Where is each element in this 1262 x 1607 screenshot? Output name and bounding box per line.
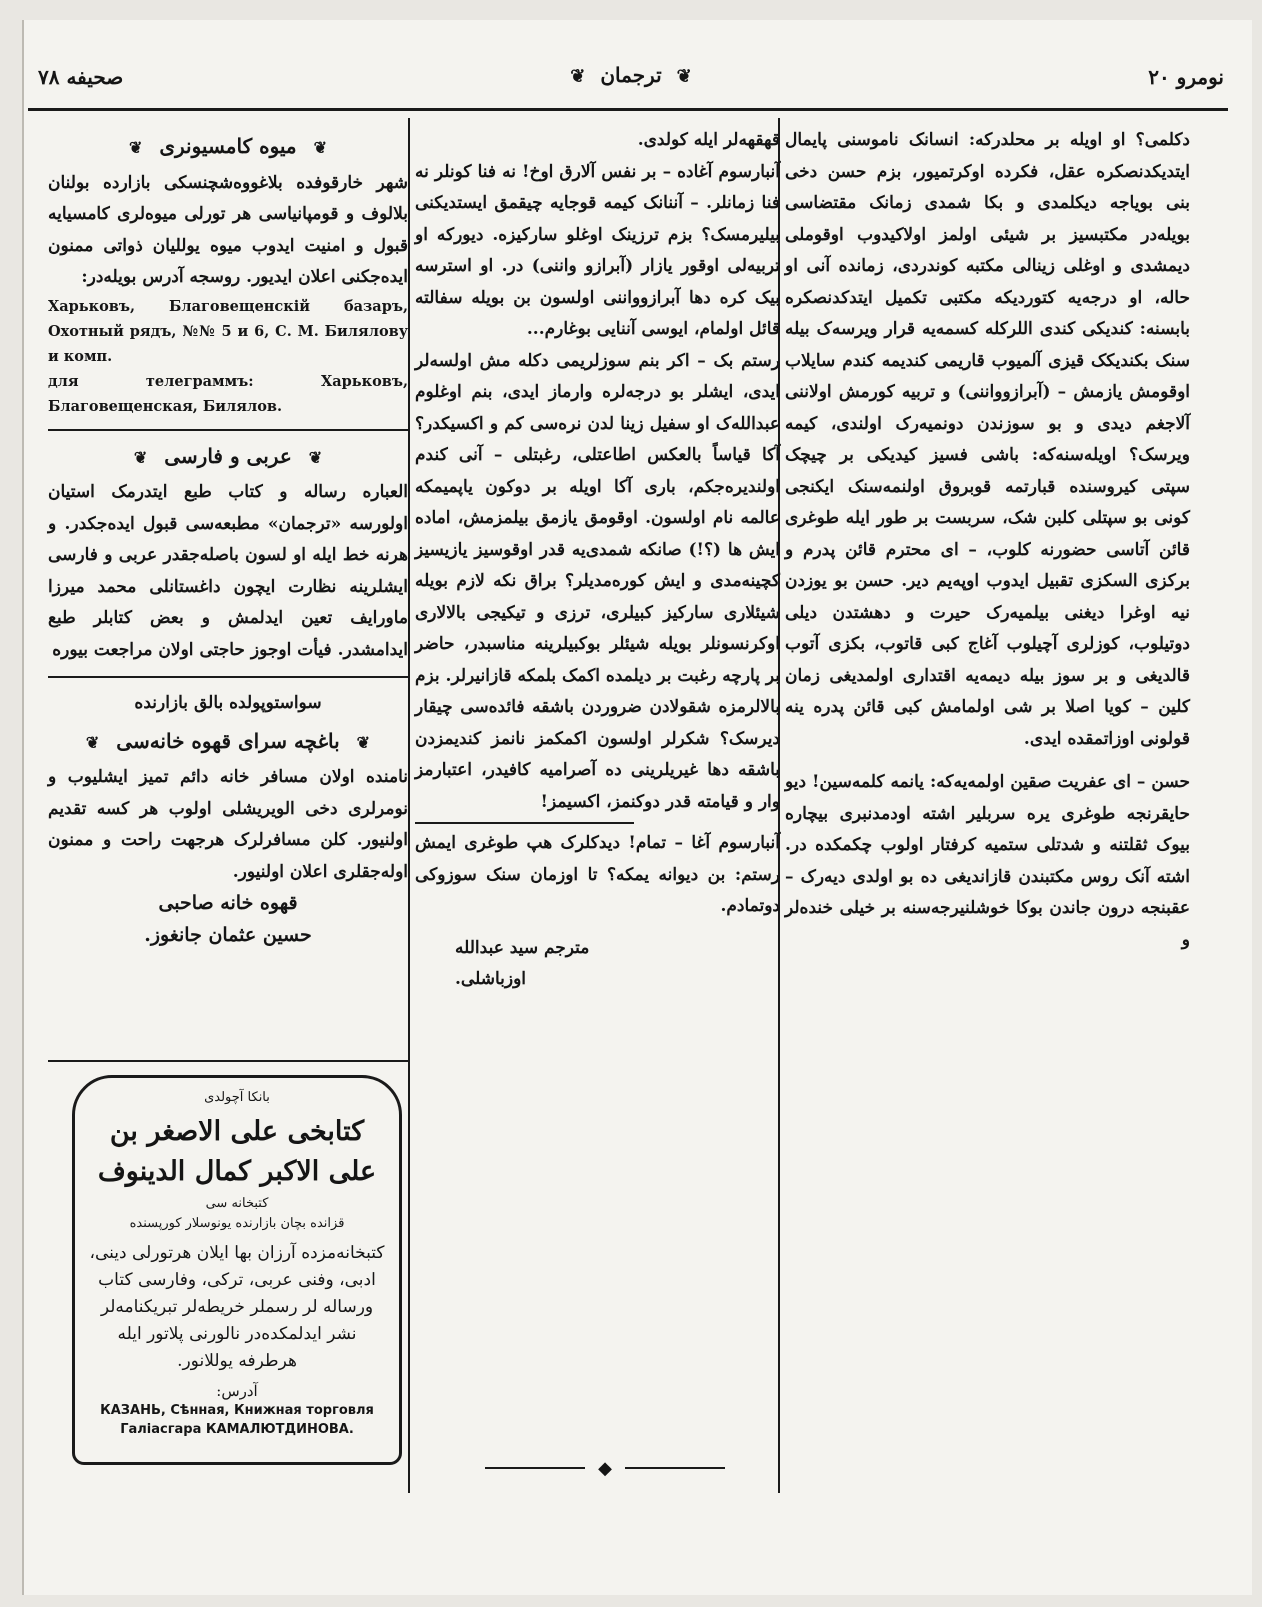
- ornament-icon: ❦: [356, 732, 371, 752]
- fruit-commission-ad: [48, 131, 408, 419]
- telegram-address: для телеграммъ: Харьковъ, Благовещенская, Билялов.: [48, 372, 408, 415]
- translator-name: مترجم سید عبدالله: [455, 937, 590, 958]
- article-paragraph: حسن – ای عفریت صقین اولمه‌یه‌که: یانمه کلمه‌سین! دیو حایقرنجه طوغری یره سربلیر اشته اودمدنبری بیچاره بیوک ثقلتنه و شدتلی ستمیه کرفتار اولوب چکمکده در. اشته آنک روس مکتبندن قازاندیغی ده بو اولدی دیه‌رک – عقبنجه درون جاندن بوکا خوشلنیرجه‌سنه بر خیلی خنده‌لر و: [785, 772, 1190, 950]
- right-column: [785, 125, 1190, 956]
- paper-name: ترجمان: [600, 63, 662, 87]
- ad-top-line: بانکا آچولدی: [204, 1090, 270, 1105]
- store-location: قزانده بچان بازارنده یونوسلار کورپسنده: [129, 1216, 345, 1231]
- address-label: آدرس:: [216, 1382, 258, 1400]
- article-paragraph: آنبارسوم آغاده – بر نفس آلارق اوخ! نه فنا کونلر نه فنا زمانلر. – آننانک کیمه قوجایه چیقمق ایستدیکنی بیلیرمسک؟ بزم ترزینک اوغلو سارکیزه. دیورکه او تربیه‌لی اوقور یازار (آبرازو واننی) در. او استرسه بیک کره دها آبرازوواننی اولسون بن بویله سفالته قائل اولمام، ایوسی آننایی بوغارم...: [415, 161, 780, 339]
- ad-separator: [48, 676, 408, 678]
- translator-signature: [415, 933, 780, 996]
- end-rule: [485, 1467, 585, 1469]
- russian-address: Харьковъ, Благовещенскій базаръ, Охотный рядъ, №№ 5 и 6, С. М. Билялову и комп.: [48, 297, 408, 365]
- ornament-icon: ❦: [676, 66, 692, 87]
- ad-text: شهر خارقوفده بلاغوو‌ه‌شچنسکی بازارده بولنان بلالوف و قومپانیاسی هر تورلی میوه‌لری کامسیایه قبول و امنیت ایدوب میوه یوللیان ذواتی ممنون ایده‌جکنی اعلان ایدیور. روسجه آدرس بویله‌در:: [48, 172, 408, 287]
- store-label: کتبخانه سی: [205, 1196, 269, 1211]
- column-divider: [408, 118, 410, 1493]
- article-paragraph: قهقهه‌لر ایله کولدی.: [637, 130, 780, 150]
- article-paragraph: آنبارسوم آغا – تمام! دیدکلرک هپ طوغری ایمش رستم: بن دیوانه یمکه؟ تا اوزمان سنک سوزوکی دوتمادم.: [415, 833, 780, 916]
- address-line: Галіасгара КАМАЛЮТДИНОВА.: [120, 1422, 354, 1437]
- ad-title: ❦ عربی و فارسی ❦: [133, 443, 323, 468]
- ad-separator: [48, 1060, 408, 1062]
- middle-column: [415, 125, 780, 996]
- end-rule: [625, 1467, 725, 1469]
- owner-title: قهوه خانه صاحبی: [158, 892, 298, 914]
- paper-title: [28, 63, 1234, 87]
- ad-title: ❦ میوه کامسیونری ❦: [128, 134, 328, 158]
- page-number: صحیفه ٧٨: [38, 65, 124, 89]
- ad-text: العباره رساله و کتاب طبع ایتدرمک استیان اولورسه «ترجمان» مطبعه‌سی قبول ایده‌جکدر. و هرنه خط ایله او لسون باصله‌جقدر عربی و فارسی ایشلرینه نظارت ایچون داغستانلی محمد میرزا ماورایف تعین ایدلمش و بعض کتابلر طبع ایدامشدر. فیأت اوجوز حاجتی اولان مراجعت بیوره: [48, 482, 408, 660]
- ad-title: ❦ باغچه سرای قهوه خانه‌سی ❦: [85, 728, 371, 753]
- coffee-house-ad: [48, 688, 408, 951]
- article-paragraph: دکلمی؟ او اویله بر محلدرکه: انسانک ناموسنی پایمال ایتدیکدنصکره عقل، فکرده اوکرتمیور، بزم حسن دخی بنی بویاجه دیکلمدی و بکا شمدی زمانک مقتضاسی بویله‌در مکتبسیز بر شیئی اولمز اولاکیدوب اوقوملی دیمشدی و اوغلی زینالی مکتبه کوندردی، زمانده آنی او حاله، او درجه‌یه کتوردیکه مکتبی تکمیل ایتدکدنصکره بابسنه: کندیکی کندی اللرکله کسمه‌یه قرار ویرسه‌ک بیله سنک بکندیکک قیزی آلمیوب قاریمی کندیمه کندم سایلاب اوقومش یازمش – (آبرازوواننی) و تربیه کورمش اولاننی آلاجغم دیدی و بو سوزندن دونمیه‌رک اولندی، کیمه ویرسک؟ اویله‌سنه‌که: باشی فسیز کیدیکی بر چیچک سپتی کیروسنده قبارتمه قوبروق اولنمه‌سنک ایکنجی کونی بو سپتلی کلبن شک، سربست بر طور ایله طوغری قائن آتاسی حضورنه کلوب، – ای محترم قائن پدرم و برکزی السکزی تقبیل ایدوب اوپه‌یم دیر. حسن بو یوزدن نیه اوغرا دیغنی بیلمیه‌رک حیرت و دهشتدن دیلی دوتیلوب، کوزلری آچیلوب آغاج کبی قاتوب، بکزی آتوب قالدیغی و بر سوز بیله دیمه‌یه اقتداری اولمدیغی زمان کلین – کویا اصلا بر شی اولمامش کبی قائن پدره ینه قولونی اوزاتمقده ایدی.: [785, 130, 1191, 749]
- calligraphy-title: کتابخی علی الاصغر بن علی الاکبر کمال الدینوف: [97, 1116, 377, 1187]
- header-rule: [28, 108, 1228, 111]
- ad-separator: [48, 429, 408, 431]
- dialogue-rule: [415, 822, 634, 824]
- issue-number: نومرو ٢٠: [1148, 65, 1224, 89]
- diamond-icon: ◆: [598, 1458, 612, 1479]
- left-column: [48, 125, 408, 951]
- address-line: КАЗАНЬ, Сѣнная, Книжная торговля: [100, 1403, 374, 1418]
- arabic-persian-ad: [48, 441, 408, 667]
- ornament-icon: ❦: [308, 447, 323, 467]
- translator-place: اوزباشلی.: [455, 969, 527, 989]
- ornament-icon: ❦: [133, 447, 148, 467]
- ad-text: نامنده اولان مسافر خانه دائم تمیز ایشلیوب و نومرلری دخی الویریشلی اولوب هر کسه تقدیم اولنیور. کلن مسافرلرک هرجهت راحت و ممنون اوله‌جقلری اعلان اولنیور.: [48, 767, 408, 882]
- ornament-icon: ❦: [85, 732, 100, 752]
- page-header: [28, 55, 1234, 100]
- ad-body: کتبخانه‌مزده آرزان بها ایلان هرتورلی دینی، ادبی، وفنی عربی، ترکی، وفارسی کتاب ورساله لر رسملر خریطه‌لر تبریکنامه‌لر نشر ایدلمکده‌در نالورنی پلاتور ایله هرطرفه یوللانور.: [89, 1243, 385, 1371]
- article-paragraph: رستم بک – اکر بنم سوزلریمی دکله مش اولسه‌لر ایدی، ایشلر بو درجه‌لره وارماز ایدی، بنم اوغلوم عبدالله‌ک او سفیل زینا لدن نره‌سی کم و اکسیکدر؟ آکا قیاساً بالعکس اطاعتلی، رغبتلی – آنی کندم اولندیره‌جکم، باری آکا اویله بر دوکون یاپمیمکه عالمه نام اولسون. اوقومق یازمق بیلمزمش، اماده ایش ها (؟!) صانکه شمدی‌یه قدر اوقوسیز یازیسیز کچینه‌مدی و ایش کوره‌مدیلر؟ براق نکه لازم بویله شیئلاری سارکیز کبیلری، ترزی و تیکیجی بالالاری اوکرنسونلر بویله شیئلر بوکبیلرینه مناسبدر، حاضر بر پارچه رغبت بر دیلمده اکمک بلمکه قازانیرلر. بزم بالالرمزه شقولادن ضروردن باشقه فائده‌سی چیقار دیرسک؟ شکرلر اولسون اکمکمز نانمز کندیمزدن باشقه دها غیریلرینی ده آصرامیه کافیدر، اعتبارمز وار و قیامته قدر دوکنمز، اکسیمز!: [415, 350, 780, 812]
- ornament-icon: ❦: [128, 138, 143, 157]
- ornament-icon: ❦: [570, 66, 586, 87]
- ad-location: سواستوپولده بالق بازارنده: [134, 693, 322, 713]
- ornament-icon: ❦: [313, 138, 328, 157]
- bookstore-ad: [72, 1075, 402, 1465]
- owner-name: حسین عثمان جانغوز.: [144, 923, 312, 946]
